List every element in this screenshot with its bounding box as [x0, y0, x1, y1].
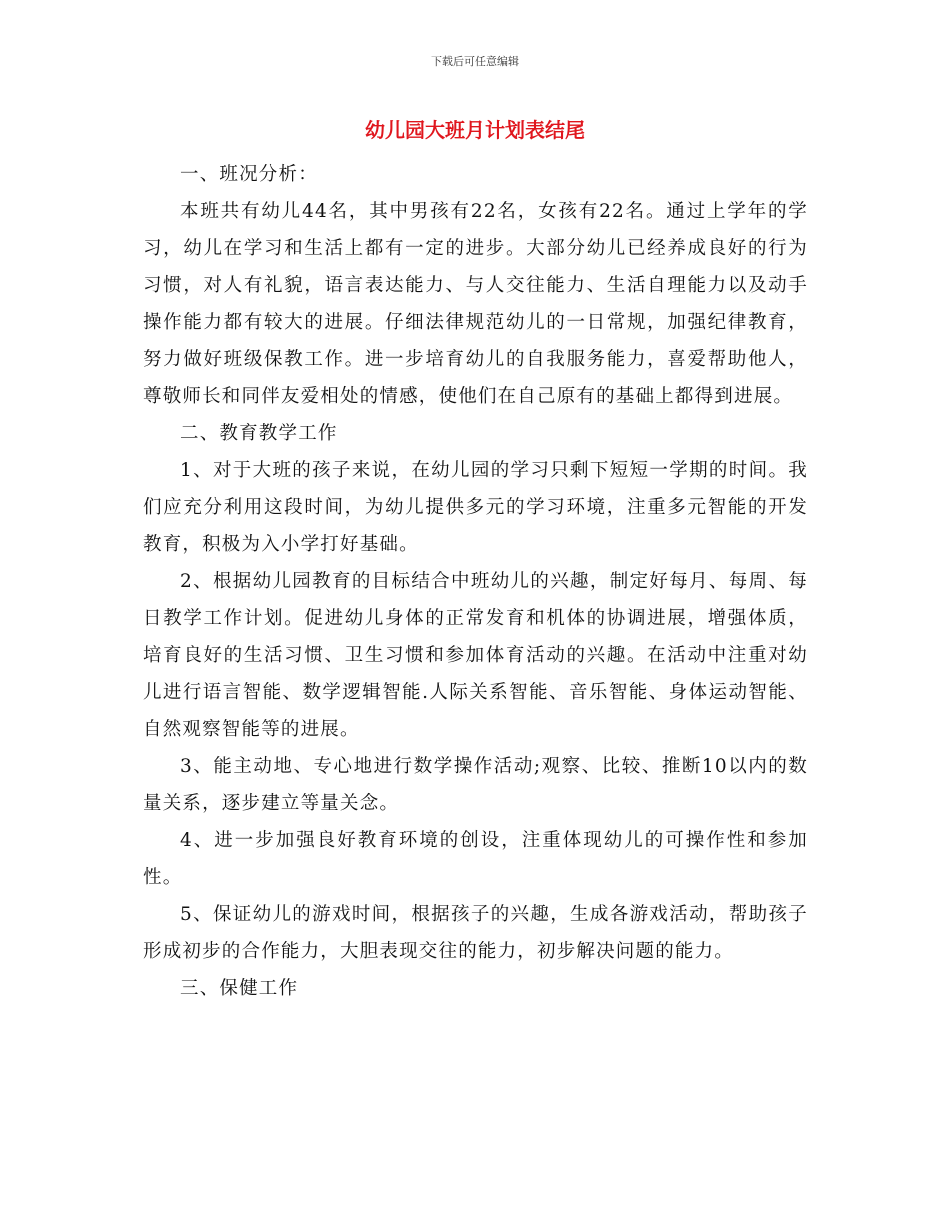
teaching-item-4: 4、进一步加强良好教育环境的创设，注重体现幼儿的可操作性和参加性。	[143, 830, 808, 888]
header-note: 下载后可任意编辑	[431, 55, 519, 68]
section-heading-health: 三、保健工作	[180, 978, 299, 999]
paragraph-class-analysis: 本班共有幼儿44名，其中男孩有22名，女孩有22名。通过上学年的学习，幼儿在学习和生活上都有一定的进步。大部分幼儿已经养成良好的行为习惯，对人有礼貌，语言表达能力、与人交往能力、生活自理能力以及动手操作能力都有较大的进展。仔细法律规范幼儿的一日常规，加强纪律教育，努力做好班级保教工作。进一步培育幼儿的自我服务能力，喜爱帮助他人，尊敬师长和同伴友爱相处的情感，使他们在自己原有的基础上都得到进展。	[143, 201, 808, 407]
document-body	[143, 156, 808, 1007]
section-heading-class-analysis: 一、班况分析：	[180, 164, 318, 185]
teaching-item-2: 2、根据幼儿园教育的目标结合中班幼儿的兴趣，制定好每月、每周、每日教学工作计划。促进幼儿身体的正常发育和机体的协调进展，增强体质，培育良好的生活习惯、卫生习惯和参加体育活动的兴趣。在活动中注重对幼儿进行语言智能、数学逻辑智能.人际关系智能、音乐智能、身体运动智能、自然观察智能等的进展。	[143, 571, 808, 740]
teaching-item-5: 5、保证幼儿的游戏时间，根据孩子的兴趣，生成各游戏活动，帮助孩子形成初步的合作能力，大胆表现交往的能力，初步解决问题的能力。	[143, 904, 808, 962]
teaching-item-3: 3、能主动地、专心地进行数学操作活动;观察、比较、推断10以内的数量关系，逐步建立等量关念。	[143, 756, 808, 814]
teaching-item-1: 1、对于大班的孩子来说，在幼儿园的学习只剩下短短一学期的时间。我们应充分利用这段时间，为幼儿提供多元的学习环境，注重多元智能的开发教育，积极为入小学打好基础。	[143, 460, 808, 555]
section-heading-teaching: 二、教育教学工作	[180, 423, 338, 444]
document-title: 幼儿园大班月计划表结尾	[365, 118, 585, 142]
